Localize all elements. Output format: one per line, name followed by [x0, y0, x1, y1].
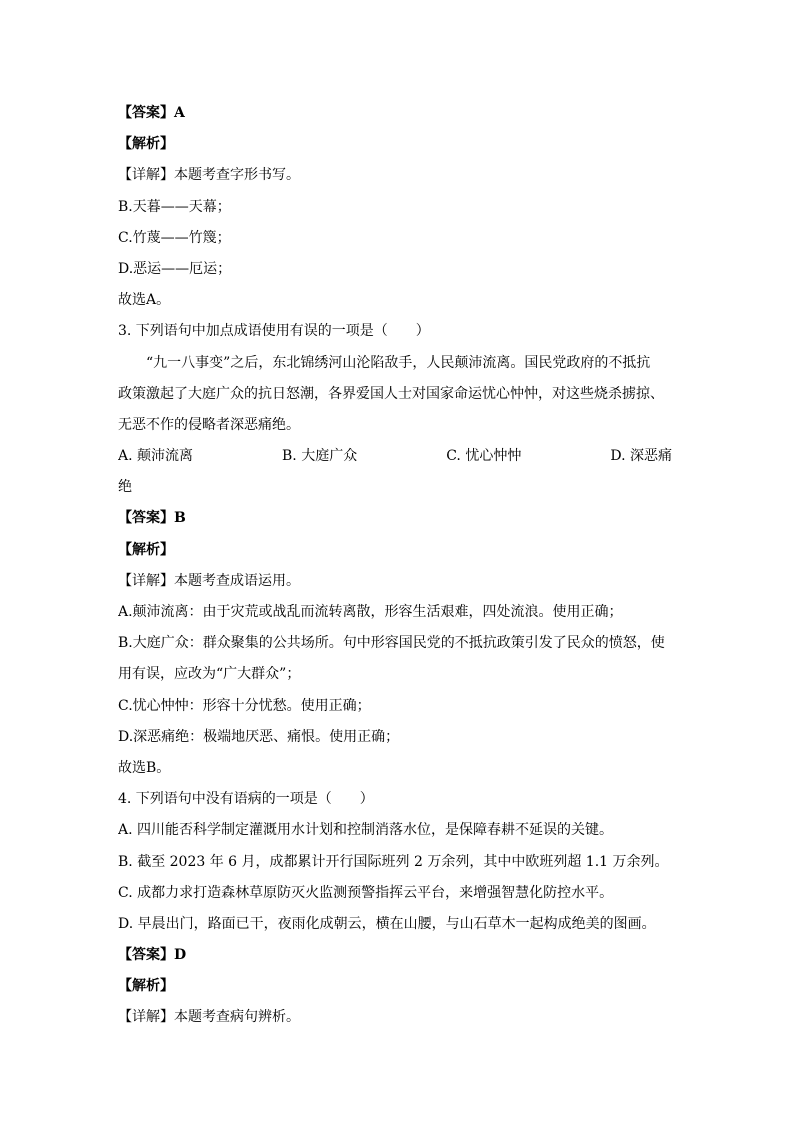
- analysis-label: 【解析】: [118, 978, 174, 995]
- explanation-c: C.忧心忡忡：形容十分忧愁。使用正确；: [118, 697, 371, 714]
- question-3-passage-line: “九一八事变”之后，东北锦绣河山沦陷敌手，人民颠沛流离。国民党政府的不抵抗: [146, 354, 651, 371]
- option-a: A. 颠沛流离: [118, 448, 194, 465]
- explanation-b-wrap: 用有误，应改为“广大群众”；: [118, 666, 301, 683]
- option-b: B. 大庭广众: [282, 448, 358, 465]
- document-content: [118, 98, 678, 1034]
- question-4-stem: 4. 下列语句中没有语病的一项是（ ）: [118, 791, 374, 808]
- analysis-label: 【解析】: [118, 541, 174, 558]
- answer-label: 【答案】D: [118, 947, 187, 964]
- option-c: C. 忧心忡忡: [446, 448, 522, 465]
- conclusion: 故选A。: [118, 292, 171, 309]
- conclusion: 故选B。: [118, 759, 171, 776]
- correction-b: B.天暮——天幕；: [118, 198, 231, 215]
- option-d-wrap: 绝: [118, 479, 132, 496]
- explanation-a: A.颠沛流离：由于灾荒或战乱而流转离散，形容生活艰难，四处流浪。使用正确；: [118, 604, 623, 620]
- question-3-passage-line: 无恶不作的侵略者深恶痛绝。: [118, 416, 300, 433]
- question-3-passage-line: 政策激起了大庭广众的抗日怒潮，各界爱国人士对国家命运忧心忡忡，对这些烧杀掳掠、: [118, 385, 664, 402]
- question-4-option-a: A. 四川能否科学制定灌溉用水计划和控制消落水位，是保障春耕不延误的关键。: [118, 822, 614, 839]
- explanation-d: D.深恶痛绝：极端地厌恶、痛恨。使用正确；: [118, 728, 400, 745]
- analysis-label: 【解析】: [118, 136, 174, 153]
- correction-c: C.竹蔑——竹篾；: [118, 229, 231, 246]
- question-3-options: [118, 441, 672, 472]
- question-4-option-c: C. 成都力求打造森林草原防灭火监测预警指挥云平台，来增强智慧化防控水平。: [118, 884, 614, 901]
- option-d: D. 深恶痛: [610, 448, 672, 465]
- question-3-stem: 3. 下列语句中加点成语使用有误的一项是（ ）: [118, 323, 430, 340]
- detail-text: 【详解】本题考查成语运用。: [118, 572, 300, 589]
- question-4-option-d: D. 早晨出门，路面已干，夜雨化成朝云，横在山腰，与山石草木一起构成绝美的图画。: [118, 915, 656, 932]
- answer-label: 【答案】A: [118, 105, 185, 121]
- question-4-option-b: B. 截至 2023 年 6 月，成都累计开行国际班列 2 万余列，其中中欧班列超 1.1 万余列。: [118, 853, 669, 870]
- explanation-b: B.大庭广众：群众聚集的公共场所。句中形容国民党的不抵抗政策引发了民众的愤怒，使: [118, 635, 665, 652]
- correction-d: D.恶运——厄运；: [118, 260, 232, 277]
- detail-text: 【详解】本题考查字形书写。: [118, 167, 300, 184]
- detail-text: 【详解】本题考查病句辨析。: [118, 1009, 300, 1026]
- answer-label: 【答案】B: [118, 510, 186, 527]
